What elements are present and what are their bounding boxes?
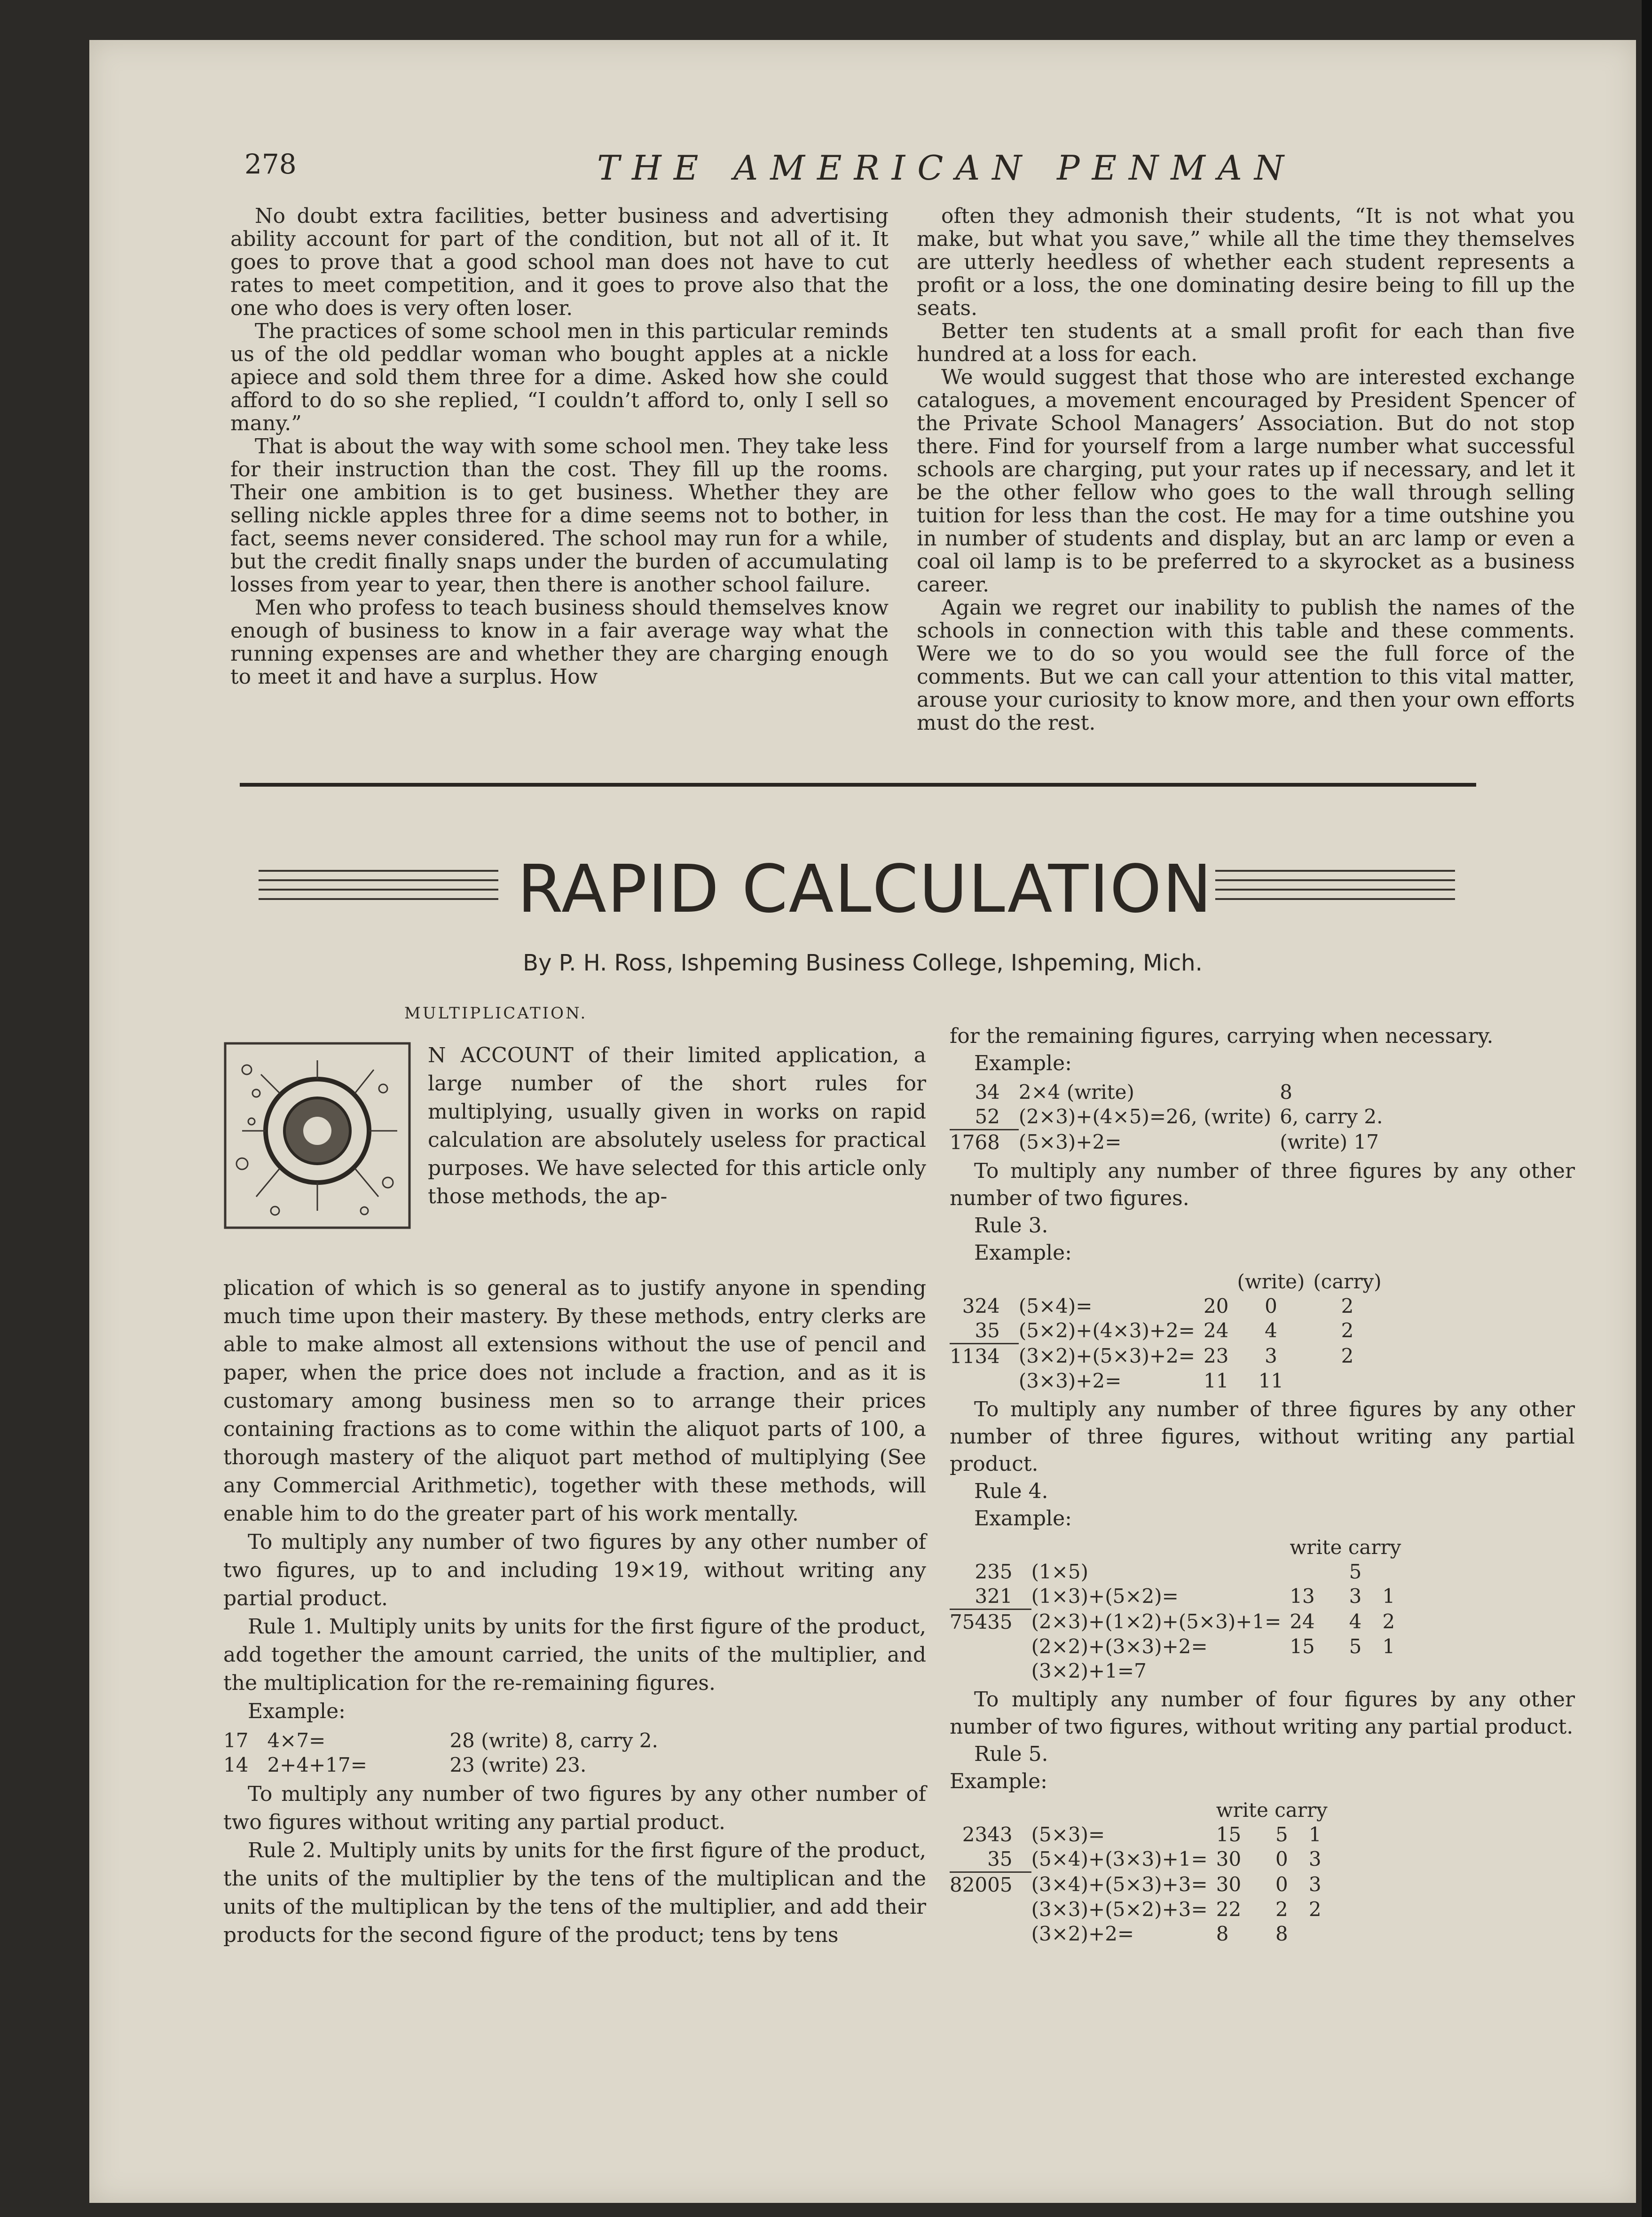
drop-cap-paragraph xyxy=(428,1041,926,1211)
magazine-page xyxy=(89,40,1636,2203)
example-row: 17 4×7= 28 (write) 8, carry 2. xyxy=(223,1729,658,1752)
example-rule-5: write carry 2343 (5×3)= 15 5 1 35 (5×4)+(3×3)+1= 30 0 3 82005 (3×4)+(5×3)+3= 30 0 3 (3×3)+(5×2)+3= 22 2 2 (3×2)+2= 8 8 xyxy=(950,1799,1328,1945)
title-ornament-right xyxy=(1215,870,1455,907)
example-rule-4: write carry 235 (1×5) 5 321 (1×3)+(5×2)= 13 3 1 75435 (2×3)+(1×2)+(5×3)+1= 24 4 2 (2×2)+(3×3)+2= 15 5 1 (3×2)+1=7 xyxy=(950,1536,1401,1682)
paragraph: To multiply any number of four figures by any other number of two figures, without writing any partial product. xyxy=(950,1688,1575,1739)
example-label: Example: xyxy=(974,1241,1072,1265)
paragraph: often they admonish their students, “It is not what you make, but what you save,” while all the time they themselves are utterly heedless of whether each student represents a profit or a loss, the one dominating desire being to fill up the seats. xyxy=(917,204,1575,320)
top-right-column xyxy=(917,205,1575,734)
paragraph: Men who profess to teach business should themselves know enough of business to know in a fair average way what the running expenses are and whether they are charging enough to meet it and have a surplus. How xyxy=(230,596,889,689)
paragraph: Rule 1. Multiply units by units for the first figure of the product, add together the amount carried, the units of the multiplier, and the multiplication for the re-remaining figures. xyxy=(223,1615,926,1695)
rule-label: Rule 3. xyxy=(974,1214,1048,1238)
rule-label: Rule 4. xyxy=(974,1479,1048,1503)
page-number: 278 xyxy=(244,148,297,180)
example-rule-3: (write) (carry) 324 (5×4)= 20 0 2 35 (5×2)+(4×3)+2= 24 4 2 1134 (3×2)+(5×3)+2= 23 3 2 (3×3)+2= 11 11 xyxy=(950,1270,1382,1392)
paragraph: Better ten students at a small profit for each than five hundred at a loss for each. xyxy=(917,319,1575,366)
top-left-column xyxy=(230,205,889,688)
paragraph: for the remaining figures, carrying when necessary. xyxy=(950,1024,1494,1048)
paragraph: That is about the way with some school men. They take less for their instruction than the cost. They fill up the rooms. Their one ambition is to get business. Whether they are selling nickle apples three for a dime seems not to bother, in fact, seems never considered. The school may run for a while, but the credit finally snaps under the burden of accumulating losses from year to year, then there is another school failure. xyxy=(230,434,889,597)
rule-label: Rule 5. xyxy=(974,1742,1048,1766)
article-title: RAPID CALCULATION xyxy=(517,851,1213,928)
paragraph: To multiply any number of three figures by any other number of three figures, without writing any partial product. xyxy=(950,1397,1575,1476)
example-label: Example: xyxy=(248,1699,346,1723)
section-heading: MULTIPLICATION. xyxy=(404,1004,588,1023)
drop-cap-o-ornament xyxy=(223,1041,411,1230)
book-spine xyxy=(1642,0,1652,2217)
example-rule-2: 34 2×4 (write) 8 52 (2×3)+(4×5)=26, (write) 6, carry 2. 1768 (5×3)+2= (write) 17 xyxy=(950,1081,1383,1154)
running-title: THE AMERICAN PENMAN xyxy=(597,148,1296,188)
article-left-column xyxy=(223,1274,926,1949)
example-row: 14 2+4+17= 23 (write) 23. xyxy=(223,1753,587,1776)
paragraph: plication of which is so general as to justify anyone in spending much time upon their mastery. By these methods, entry clerks are able to make almost all extensions without the use of pencil and paper, when the price does not include a fraction, and as it is customary among business men so to arrange their prices containing fractions as to come within the aliquot parts of 100, a thorough mastery of the aliquot part method of multiplying (See any Commercial Arithmetic), together with these methods, will enable him to do the greater part of his work mentally. xyxy=(223,1276,926,1526)
title-ornament-left xyxy=(259,870,498,907)
paragraph: To multiply any number of three figures by any other number of two figures. xyxy=(950,1159,1575,1210)
paragraph: No doubt extra facilities, better business and advertising ability account for part of the condition, but not all of it. It goes to prove that a good school man does not have to cut rates to meet competition, and it goes to prove also that the one who does is very often loser. xyxy=(230,204,889,320)
article-right-column xyxy=(950,1023,1575,1949)
paragraph: We would suggest that those who are interested exchange catalogues, a movement encouraged by President Spencer of the Private School Managers’ Association. But do not stop there. Find for yourself from a large number what successful schools are charging, put your rates up if necessary, and let it be the other fellow who goes to the wall through selling tuition for less than the cost. He may for a time outshine you in number of students and display, but an arc lamp or even a coal oil lamp is to be preferred to a skyrocket as a business career. xyxy=(917,365,1575,597)
section-divider xyxy=(240,783,1476,787)
example-label: Example: xyxy=(974,1507,1072,1531)
paragraph: To multiply any number of two figures by any other number of two figures, up to and including 19×19, without writing any partial product. xyxy=(223,1530,926,1610)
example-rule-1 xyxy=(223,1728,926,1777)
paragraph: Rule 2. Multiply units by units for the first figure of the product, the units of the multiplier by the tens of the multiplican and the units of the multiplican by the tens of the multiplier, and add their products for the second figure of the product; tens by tens xyxy=(223,1838,926,1947)
example-label: Example: xyxy=(950,1769,1047,1793)
example-label: Example: xyxy=(974,1051,1072,1075)
paragraph: To multiply any number of two figures by any other number of two figures without writing any partial product. xyxy=(223,1782,926,1834)
byline: By P. H. Ross, Ishpeming Business College, Ishpeming, Mich. xyxy=(523,950,1203,976)
paragraph: The practices of some school men in this particular reminds us of the old peddlar woman who bought apples at a nickle apiece and sold them three for a dime. Asked how she could afford to do so she replied, “I couldn’t afford to, only I sell so many.” xyxy=(230,319,889,435)
paragraph: N ACCOUNT of their limited application, a large number of the short rules for multiplying, usually given in works on rapid calculation are absolutely useless for practical purposes. We have selected for this article only those methods, the ap- xyxy=(428,1043,926,1208)
paragraph: Again we regret our inability to publish the names of the schools in connection with this table and these comments. Were we to do so you would see the full force of the comments. But we can call your attention to this vital matter, arouse your curiosity to know more, and then your own efforts must do the rest. xyxy=(917,596,1575,735)
